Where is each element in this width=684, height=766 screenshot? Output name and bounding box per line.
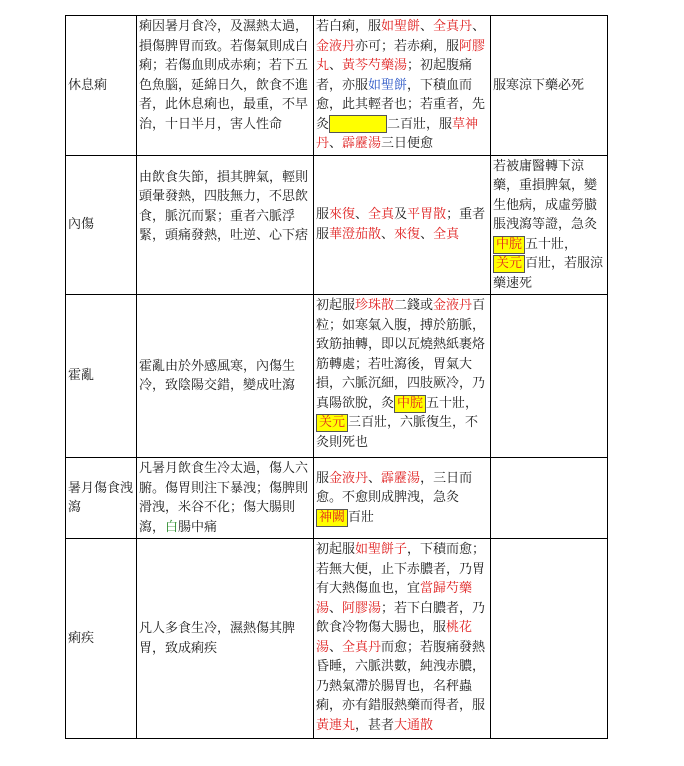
table-row [66,155,608,295]
medicine: 如聖餅 [381,19,421,34]
text: 初起服 [316,542,356,557]
acupoint-highlight: 关元 [316,414,348,432]
medicine: 阿膠丸 [316,38,486,73]
medicine: 全真 [433,226,460,242]
note-cell [491,539,608,739]
medicine: 黃芩芍藥湯 [342,58,408,73]
text: ，甚者 [355,717,395,733]
table-row [66,539,608,739]
cause-cell: 由飲食失節，損其脾氣，輕則頭暈發熱，四肢無力，不思飲食，脈沉而緊；重者六脈浮緊，頭痛發熱，吐逆、心下痞 [137,155,314,295]
text: 、 [329,600,343,616]
text: 若被庸醫轉下涼藥，重損脾氣，變生他病，成虛勞臌脹洩瀉等證，急灸 [493,158,598,232]
text: 百粒；如寒氣入腹，搏於筋脈，致筋抽轉，即以瓦燒熱紙裹烙筋轉處；若吐瀉後，胃氣大損，六脈沉細，四肢厥冷，乃真陽欲脫，灸 [316,298,486,411]
text: ；若下白膿者，乃飲食冷物傷大腸也，服 [316,600,486,635]
text: 服 [316,207,330,223]
text: 百壯，若服涼藥速死 [493,256,604,291]
treatment-cell [314,295,491,458]
medicine: 金液丹 [316,38,356,54]
acupoint-highlight: 中脘 [493,236,525,254]
text: 而愈；若腹痛發熱昏睡，六脈洪數，純洩赤膿，乃熱氣滯於腸胃也，名秤蟲痢，亦有錯服熱藥而得者，服 [316,639,486,713]
medicine: 全真丹 [342,639,382,655]
medicine: 如聖餅 [368,77,408,93]
text: 三百壯，六脈復生，不灸則死也 [316,415,479,450]
medicine: 金液丹 [329,470,369,486]
text: 若白痢，服 [316,19,382,34]
disease-name: 休息痢 [66,16,137,156]
note-cell [491,295,608,458]
medicine: 華澄茄散 [329,226,382,242]
treatment-cell [314,539,491,739]
text: 三日便愈 [381,136,434,151]
text: ，三日而愈。不愈則成脾洩，急灸 [316,470,473,506]
text: 、 [472,19,486,34]
text: 、 [329,136,343,151]
medicine: 大通散 [394,717,434,733]
acupoint-highlight [329,115,387,133]
text: 、 [368,470,382,486]
medicine: 霹靂湯 [381,470,421,486]
medicine: 當歸芍藥湯 [316,581,473,616]
text: 二錢或 [394,298,434,313]
medicine: 如聖餅子 [355,542,408,557]
text: 、 [381,226,395,242]
medicine: 霹靂湯 [342,136,382,151]
text: 白 [165,519,179,535]
acupoint-highlight: 关元 [493,255,525,273]
text: 五十壯， [525,236,578,252]
disease-name: 痢疾 [66,539,137,739]
text: 、 [329,639,343,655]
medicine: 全真 [368,207,395,223]
text: 亦可；若赤痢，服 [355,38,460,54]
text: ；初起腹痛者，亦服 [316,58,473,93]
medicine: 草神丹 [316,116,479,151]
text: 初起服 [316,298,356,313]
cause-cell: 霍亂由於外感風寒，內傷生冷，致陰陽交錯，變成吐瀉 [137,295,314,458]
medicine: 平胃散 [407,207,447,223]
text: 、 [420,19,434,34]
medicine: 桃花湯 [316,620,473,655]
cause-cell: 痢因暑月食冷，及濕熱太過，損傷脾胃而致。若傷氣則成白痢；若傷血則成赤痢；若下五色魚腦，延綿日久，飲食不進者，此休息痢也，最重，不早治，十日半月，害人性命 [137,16,314,156]
acupoint-highlight: 神闕 [316,509,348,527]
text: 、 [355,207,369,223]
cause-cell [137,458,314,539]
table-row [66,295,608,458]
disease-name: 內傷 [66,155,137,295]
text: ；重者服 [316,207,486,242]
text: ，下積而愈；若無大便，止下赤膿者，乃胃有大熱傷血也，宜 [316,542,486,596]
note-cell: 服寒涼下藥必死 [491,16,608,156]
note-cell [491,155,608,295]
text: 二百壯，服 [387,116,453,132]
disease-name: 霍亂 [66,295,137,458]
note-cell [491,458,608,539]
medicine: 珍珠散 [355,298,395,313]
text: 及 [394,207,408,223]
treatment-cell [314,458,491,539]
disease-name: 暑月傷食洩瀉 [66,458,137,539]
text: 五十壯， [426,395,479,411]
text: 百壯 [348,509,375,525]
text: 服 [316,470,330,486]
medicine: 全真丹 [433,19,473,34]
medicine: 來復 [329,207,356,223]
text: 凡暑月飲食生冷太過，傷人六腑。傷胃則注下暴洩；傷脾則滑洩，米谷不化；傷大腸則瀉， [139,461,309,535]
medicine: 黃連丸 [316,717,356,733]
table-row [66,458,608,539]
treatment-table [65,15,608,739]
medicine: 金液丹 [433,298,473,313]
medicine: 阿膠湯 [342,600,382,616]
text: 腸中痛 [178,519,218,535]
cause-cell: 凡人多食生冷，濕熱傷其脾胃，致成痢疾 [137,539,314,739]
medicine: 來復 [394,226,421,242]
table-row [66,16,608,156]
acupoint-highlight: 中脘 [394,395,426,413]
text: 、 [329,58,343,73]
treatment-cell [314,155,491,295]
treatment-cell [314,16,491,156]
text: ，下積血而愈，此其輕者也；若重者，先灸 [316,77,486,132]
text: 、 [420,226,434,242]
